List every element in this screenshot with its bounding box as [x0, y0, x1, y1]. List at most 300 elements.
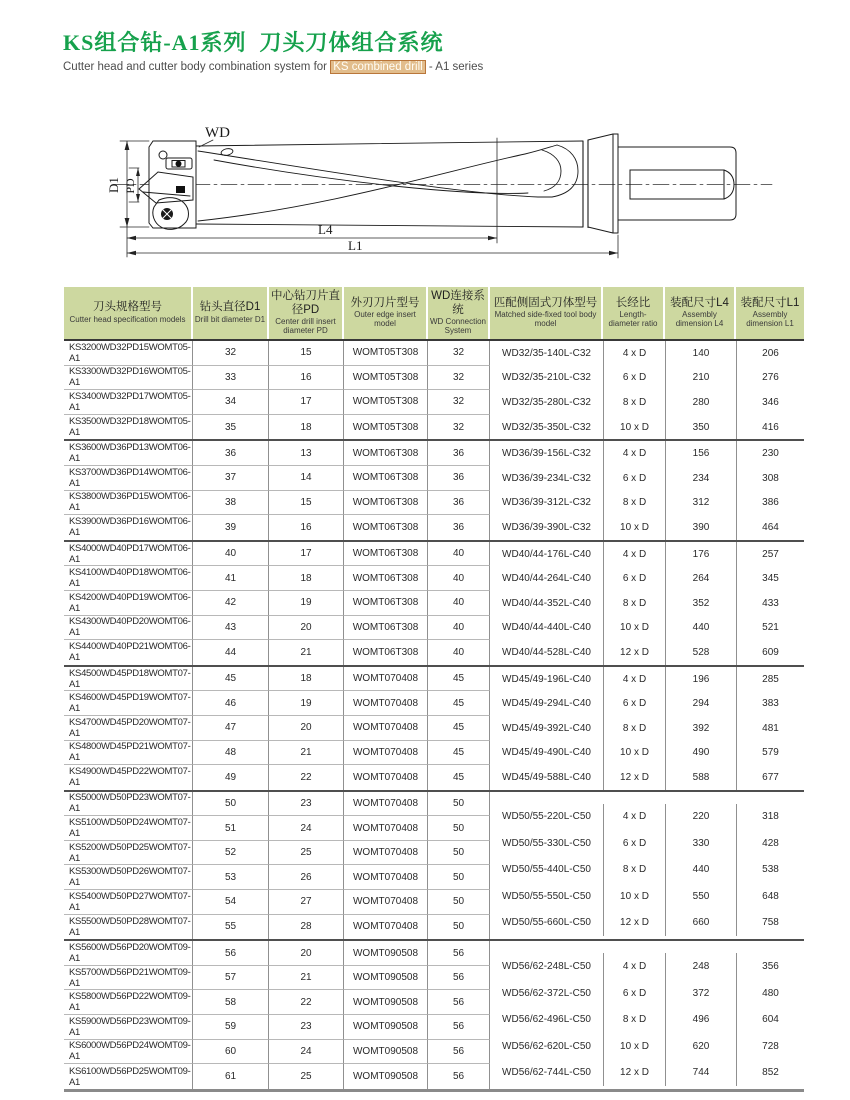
- wd-cell: 40: [428, 616, 490, 641]
- label-d1: D1: [106, 177, 121, 193]
- insert-cell: WOMT070408: [344, 865, 428, 890]
- wd-cell: 45: [428, 667, 490, 692]
- ratio-cell: 10 x D: [603, 1033, 665, 1060]
- l1-cell: 230: [736, 441, 804, 466]
- l4-cell: 372: [665, 980, 736, 1007]
- pd-cell: 13: [269, 441, 344, 466]
- wd-cell: 32: [428, 415, 490, 440]
- body-model-cell: WD36/39-234L-C32: [502, 472, 591, 484]
- model-cell: KS4700WD45PD20WOMT07-A1: [64, 716, 193, 741]
- insert-cell: WOMT090508: [344, 990, 428, 1015]
- model-cell: KS5500WD50PD28WOMT07-A1: [64, 915, 193, 940]
- pd-cell: 26: [269, 865, 344, 890]
- l4-cell: 660: [665, 910, 736, 937]
- insert-cell: WOMT090508: [344, 941, 428, 966]
- l4-cell: 620: [665, 1033, 736, 1060]
- l1-cell: 480: [736, 980, 804, 1007]
- d1-cell: 37: [193, 466, 269, 491]
- l4-cell: 294: [665, 691, 736, 716]
- l1-cell: 276: [736, 366, 804, 391]
- d1-cell: 41: [193, 566, 269, 591]
- d1-cell: 56: [193, 941, 269, 966]
- ratio-cell: 8 x D: [603, 857, 665, 884]
- l1-cell: 433: [736, 591, 804, 616]
- wd-cell: 40: [428, 640, 490, 665]
- l1-cell: 356: [736, 953, 804, 980]
- body-model-cell: WD40/44-528L-C40: [502, 646, 591, 658]
- l1-cell: 416: [736, 415, 804, 440]
- pd-cell: 18: [269, 566, 344, 591]
- l1-cell: 206: [736, 341, 804, 366]
- insert-cell: WOMT070408: [344, 816, 428, 841]
- column-header-cn: WD连接系统: [431, 290, 485, 316]
- ratio-cell: 8 x D: [603, 716, 665, 741]
- model-cell: KS4800WD45PD21WOMT07-A1: [64, 741, 193, 766]
- l4-cell: 744: [665, 1059, 736, 1086]
- l4-cell: 496: [665, 1006, 736, 1033]
- ratio-cell: 8 x D: [603, 491, 665, 516]
- insert-cell: WOMT070408: [344, 741, 428, 766]
- ratio-cell: 8 x D: [603, 1006, 665, 1033]
- body-model-cell: WD32/35-140L-C32: [502, 347, 591, 359]
- pd-cell: 22: [269, 765, 344, 790]
- pd-cell: 16: [269, 366, 344, 391]
- wd-cell: 50: [428, 890, 490, 915]
- d1-cell: 36: [193, 441, 269, 466]
- pd-cell: 21: [269, 741, 344, 766]
- column-header-en: Assembly dimension L4: [675, 310, 724, 329]
- wd-cell: 50: [428, 816, 490, 841]
- body-model-cell: WD45/49-588L-C40: [502, 771, 591, 783]
- insert-cell: WOMT070408: [344, 691, 428, 716]
- label-l1: L1: [348, 238, 363, 253]
- l1-cell: 464: [736, 515, 804, 540]
- wd-cell: 56: [428, 990, 490, 1015]
- wd-cell: 45: [428, 765, 490, 790]
- d1-cell: 39: [193, 515, 269, 540]
- pd-cell: 18: [269, 415, 344, 440]
- wd-cell: 36: [428, 441, 490, 466]
- body-model-cell: WD56/62-372L-C50: [502, 987, 591, 999]
- insert-cell: WOMT070408: [344, 915, 428, 940]
- l1-cell: 345: [736, 566, 804, 591]
- model-cell: KS4400WD40PD21WOMT06-A1: [64, 640, 193, 665]
- pd-cell: 16: [269, 515, 344, 540]
- d1-cell: 46: [193, 691, 269, 716]
- pd-cell: 25: [269, 841, 344, 866]
- right-columns: [490, 667, 804, 790]
- spec-table: [64, 287, 804, 1092]
- model-cell: KS6000WD56PD24WOMT09-A1: [64, 1040, 193, 1065]
- l4-cell: 330: [665, 830, 736, 857]
- title-block: [63, 26, 483, 73]
- column-header-en: Cutter head specification models: [69, 314, 186, 324]
- model-cell: KS3600WD36PD13WOMT06-A1: [64, 441, 193, 466]
- d1-cell: 47: [193, 716, 269, 741]
- body-model-cell: WD36/39-156L-C32: [502, 448, 591, 460]
- wd-cell: 36: [428, 491, 490, 516]
- left-columns: [64, 792, 490, 940]
- insert-cell: WOMT05T308: [344, 415, 428, 440]
- body-model-cell: WD56/62-496L-C50: [502, 1014, 591, 1026]
- l1-cell: 383: [736, 691, 804, 716]
- spec-group: [64, 341, 804, 441]
- model-cell: KS5200WD50PD25WOMT07-A1: [64, 841, 193, 866]
- ratio-cell: 4 x D: [603, 542, 665, 567]
- model-cell: KS6100WD56PD25WOMT09-A1: [64, 1064, 193, 1089]
- subtitle-highlight: KS combined drill: [330, 60, 425, 74]
- model-cell: KS5700WD56PD21WOMT09-A1: [64, 966, 193, 991]
- body-model-cell: WD32/35-210L-C32: [502, 372, 591, 384]
- l4-cell: 390: [665, 515, 736, 540]
- body-model-cell: WD50/55-440L-C50: [502, 864, 591, 876]
- column-header-cn: 刀头规格型号: [93, 301, 162, 314]
- d1-cell: 57: [193, 966, 269, 991]
- ratio-cell: 10 x D: [603, 515, 665, 540]
- model-cell: KS4500WD45PD18WOMT07-A1: [64, 667, 193, 692]
- l1-cell: 386: [736, 491, 804, 516]
- wd-cell: 50: [428, 792, 490, 817]
- drill-drawing: [90, 100, 790, 278]
- l1-cell: 758: [736, 910, 804, 937]
- body-model-cell: WD50/55-660L-C50: [502, 917, 591, 929]
- column-header: [193, 287, 269, 339]
- body-model-cell: WD40/44-440L-C40: [502, 622, 591, 634]
- drill-collar: [588, 134, 618, 233]
- model-cell: KS5000WD50PD23WOMT07-A1: [64, 792, 193, 817]
- pd-cell: 23: [269, 792, 344, 817]
- pd-cell: 21: [269, 640, 344, 665]
- d1-cell: 35: [193, 415, 269, 440]
- column-header-en: Center drill insert diameter PD: [275, 316, 336, 335]
- ratio-cell: 4 x D: [603, 804, 665, 831]
- column-header-en: Outer edge insert model: [354, 310, 416, 329]
- d1-cell: 34: [193, 390, 269, 415]
- d1-cell: 32: [193, 341, 269, 366]
- model-cell: KS3700WD36PD14WOMT06-A1: [64, 466, 193, 491]
- insert-cell: WOMT090508: [344, 1015, 428, 1040]
- table-body: [64, 341, 804, 1092]
- wd-cell: 32: [428, 366, 490, 391]
- right-columns: [490, 441, 804, 539]
- wd-cell: 40: [428, 566, 490, 591]
- column-header-cn: 中心钻刀片直径PD: [271, 290, 340, 316]
- d1-cell: 42: [193, 591, 269, 616]
- column-header-en: Assembly dimension L1: [746, 310, 794, 329]
- pd-cell: 14: [269, 466, 344, 491]
- insert-cell: WOMT06T308: [344, 591, 428, 616]
- wd-cell: 50: [428, 915, 490, 940]
- model-cell: KS4000WD40PD17WOMT06-A1: [64, 542, 193, 567]
- insert-cell: WOMT070408: [344, 890, 428, 915]
- drill-head: [139, 141, 196, 229]
- subtitle-suffix: - A1 series: [425, 61, 484, 73]
- ratio-cell: 6 x D: [603, 980, 665, 1007]
- ratio-cell: 6 x D: [603, 830, 665, 857]
- model-cell: KS3800WD36PD15WOMT06-A1: [64, 491, 193, 516]
- wd-cell: 40: [428, 591, 490, 616]
- l1-cell: 609: [736, 640, 804, 665]
- spec-group: [64, 792, 804, 942]
- ratio-cell: 12 x D: [603, 765, 665, 790]
- d1-cell: 60: [193, 1040, 269, 1065]
- insert-cell: WOMT06T308: [344, 515, 428, 540]
- insert-cell: WOMT05T308: [344, 366, 428, 391]
- column-header-en: Matched side-fixed tool body model: [494, 310, 597, 329]
- insert-cell: WOMT06T308: [344, 491, 428, 516]
- pd-cell: 18: [269, 667, 344, 692]
- pd-cell: 20: [269, 716, 344, 741]
- body-model-cell: WD40/44-176L-C40: [502, 548, 591, 560]
- l1-cell: 481: [736, 716, 804, 741]
- ratio-cell: 6 x D: [603, 366, 665, 391]
- label-l4: L4: [318, 222, 333, 237]
- column-header: [344, 287, 428, 339]
- wd-cell: 50: [428, 841, 490, 866]
- l1-cell: 285: [736, 667, 804, 692]
- l1-cell: 521: [736, 616, 804, 641]
- ratio-cell: 6 x D: [603, 691, 665, 716]
- model-cell: KS4600WD45PD19WOMT07-A1: [64, 691, 193, 716]
- insert-cell: WOMT090508: [344, 1040, 428, 1065]
- l1-cell: 677: [736, 765, 804, 790]
- l4-cell: 490: [665, 741, 736, 766]
- d1-cell: 44: [193, 640, 269, 665]
- body-model-cell: WD56/62-620L-C50: [502, 1040, 591, 1052]
- l4-cell: 196: [665, 667, 736, 692]
- l4-cell: 440: [665, 616, 736, 641]
- l4-cell: 156: [665, 441, 736, 466]
- insert-cell: WOMT070408: [344, 765, 428, 790]
- insert-cell: WOMT06T308: [344, 542, 428, 567]
- ratio-cell: 12 x D: [603, 910, 665, 937]
- d1-cell: 38: [193, 491, 269, 516]
- l4-cell: 220: [665, 804, 736, 831]
- flute-line: [214, 160, 528, 193]
- l4-cell: 588: [665, 765, 736, 790]
- l4-cell: 264: [665, 566, 736, 591]
- wd-cell: 45: [428, 716, 490, 741]
- ratio-cell: 4 x D: [603, 441, 665, 466]
- pd-cell: 20: [269, 616, 344, 641]
- pd-cell: 20: [269, 941, 344, 966]
- d1-cell: 45: [193, 667, 269, 692]
- d1-cell: 54: [193, 890, 269, 915]
- column-header: [603, 287, 665, 339]
- model-cell: KS3900WD36PD16WOMT06-A1: [64, 515, 193, 540]
- wd-cell: 32: [428, 390, 490, 415]
- spec-group: [64, 667, 804, 792]
- pd-cell: 15: [269, 341, 344, 366]
- right-columns: [490, 804, 804, 937]
- pd-cell: 27: [269, 890, 344, 915]
- l4-cell: 210: [665, 366, 736, 391]
- left-columns: [64, 542, 490, 665]
- d1-cell: 51: [193, 816, 269, 841]
- insert-cell: WOMT06T308: [344, 566, 428, 591]
- d1-cell: 49: [193, 765, 269, 790]
- model-cell: KS5900WD56PD23WOMT09-A1: [64, 1015, 193, 1040]
- ratio-cell: 4 x D: [603, 667, 665, 692]
- body-model-cell: WD50/55-220L-C50: [502, 811, 591, 823]
- column-header: [490, 287, 603, 339]
- model-cell: KS4100WD40PD18WOMT06-A1: [64, 566, 193, 591]
- insert-cell: WOMT070408: [344, 667, 428, 692]
- wd-cell: 56: [428, 1040, 490, 1065]
- flute-runout: [552, 145, 578, 197]
- l1-cell: 538: [736, 857, 804, 884]
- body-model-cell: WD45/49-490L-C40: [502, 747, 591, 759]
- spec-group: [64, 542, 804, 667]
- model-cell: KS5600WD56PD20WOMT09-A1: [64, 941, 193, 966]
- ratio-cell: 4 x D: [603, 953, 665, 980]
- d1-cell: 55: [193, 915, 269, 940]
- table-header-row: [64, 287, 804, 341]
- l4-cell: 352: [665, 591, 736, 616]
- l4-cell: 528: [665, 640, 736, 665]
- pd-cell: 19: [269, 691, 344, 716]
- wd-cell: 56: [428, 966, 490, 991]
- pd-cell: 24: [269, 816, 344, 841]
- model-cell: KS4900WD45PD22WOMT07-A1: [64, 765, 193, 790]
- right-columns: [490, 953, 804, 1086]
- ratio-cell: 12 x D: [603, 1059, 665, 1086]
- page-title: KS组合钻-A1系列 刀头刀体组合系统: [63, 30, 444, 55]
- body-model-cell: WD45/49-294L-C40: [502, 698, 591, 710]
- wd-cell: 56: [428, 1015, 490, 1040]
- l1-cell: 318: [736, 804, 804, 831]
- column-header: [736, 287, 804, 339]
- l4-cell: 234: [665, 466, 736, 491]
- body-model-cell: WD36/39-312L-C32: [502, 497, 591, 509]
- insert-cell: WOMT06T308: [344, 441, 428, 466]
- model-cell: KS3400WD32PD17WOMT05-A1: [64, 390, 193, 415]
- insert-cell: WOMT06T308: [344, 616, 428, 641]
- insert-cell: WOMT05T308: [344, 390, 428, 415]
- right-columns: [490, 341, 804, 439]
- insert-cell: WOMT070408: [344, 716, 428, 741]
- column-header-en: WD Connection System: [429, 316, 487, 335]
- d1-cell: 61: [193, 1064, 269, 1089]
- ratio-cell: 10 x D: [603, 883, 665, 910]
- left-columns: [64, 341, 490, 439]
- insert-cell: WOMT070408: [344, 841, 428, 866]
- d1-cell: 50: [193, 792, 269, 817]
- pd-cell: 25: [269, 1064, 344, 1089]
- body-model-cell: WD32/35-350L-C32: [502, 421, 591, 433]
- body-model-cell: WD36/39-390L-C32: [502, 521, 591, 533]
- wd-cell: 40: [428, 542, 490, 567]
- body-model-cell: WD32/35-280L-C32: [502, 396, 591, 408]
- left-columns: [64, 441, 490, 539]
- column-header-cn: 装配尺寸L1: [740, 297, 800, 310]
- l1-cell: 308: [736, 466, 804, 491]
- wd-cell: 56: [428, 1064, 490, 1089]
- l4-cell: 176: [665, 542, 736, 567]
- l4-cell: 550: [665, 883, 736, 910]
- ratio-cell: 10 x D: [603, 415, 665, 440]
- l4-cell: 248: [665, 953, 736, 980]
- ratio-cell: 8 x D: [603, 591, 665, 616]
- column-header-cn: 匹配侧固式刀体型号: [493, 297, 598, 310]
- pd-cell: 17: [269, 542, 344, 567]
- model-cell: KS5300WD50PD26WOMT07-A1: [64, 865, 193, 890]
- pd-cell: 15: [269, 491, 344, 516]
- column-header-cn: 钻头直径D1: [199, 301, 261, 314]
- l1-cell: 428: [736, 830, 804, 857]
- ratio-cell: 8 x D: [603, 390, 665, 415]
- column-header: [665, 287, 736, 339]
- d1-cell: 52: [193, 841, 269, 866]
- body-model-cell: WD56/62-744L-C50: [502, 1067, 591, 1079]
- column-header-en: Length-diameter ratio: [608, 310, 658, 329]
- l1-cell: 346: [736, 390, 804, 415]
- model-cell: KS4300WD40PD20WOMT06-A1: [64, 616, 193, 641]
- spec-group: [64, 941, 804, 1092]
- wd-cell: 50: [428, 865, 490, 890]
- d1-cell: 43: [193, 616, 269, 641]
- left-columns: [64, 941, 490, 1089]
- model-cell: KS5400WD50PD27WOMT07-A1: [64, 890, 193, 915]
- body-model-cell: WD45/49-196L-C40: [502, 673, 591, 685]
- ratio-cell: 6 x D: [603, 466, 665, 491]
- wd-cell: 56: [428, 941, 490, 966]
- d1-cell: 59: [193, 1015, 269, 1040]
- ratio-cell: 12 x D: [603, 640, 665, 665]
- column-header-cn: 装配尺寸L4: [670, 297, 729, 310]
- model-cell: KS3200WD32PD15WOMT05-A1: [64, 341, 193, 366]
- l1-cell: 728: [736, 1033, 804, 1060]
- d1-cell: 53: [193, 865, 269, 890]
- l4-cell: 350: [665, 415, 736, 440]
- model-cell: KS5800WD56PD22WOMT09-A1: [64, 990, 193, 1015]
- ratio-cell: 4 x D: [603, 341, 665, 366]
- model-cell: KS3300WD32PD16WOMT05-A1: [64, 366, 193, 391]
- body-model-cell: WD50/55-330L-C50: [502, 837, 591, 849]
- body-model-cell: WD45/49-392L-C40: [502, 722, 591, 734]
- ratio-cell: 10 x D: [603, 616, 665, 641]
- body-model-cell: WD50/55-550L-C50: [502, 890, 591, 902]
- insert-cell: WOMT06T308: [344, 640, 428, 665]
- column-header: [64, 287, 193, 339]
- d1-cell: 33: [193, 366, 269, 391]
- pd-cell: 23: [269, 1015, 344, 1040]
- column-header-en: Drill bit diameter D1: [194, 314, 266, 324]
- wd-cell: 36: [428, 515, 490, 540]
- insert-cell: WOMT070408: [344, 792, 428, 817]
- wd-cell: 32: [428, 341, 490, 366]
- wd-cell: 45: [428, 691, 490, 716]
- body-model-cell: WD56/62-248L-C50: [502, 961, 591, 972]
- right-columns: [490, 542, 804, 665]
- label-wd: WD: [205, 125, 230, 141]
- l4-cell: 440: [665, 857, 736, 884]
- page-subtitle: [63, 61, 483, 73]
- left-columns: [64, 667, 490, 790]
- l1-cell: 579: [736, 741, 804, 766]
- pd-cell: 28: [269, 915, 344, 940]
- wd-cell: 45: [428, 741, 490, 766]
- column-header-cn: 长经比: [615, 297, 651, 310]
- model-cell: KS4200WD40PD19WOMT06-A1: [64, 591, 193, 616]
- l1-cell: 257: [736, 542, 804, 567]
- insert-cell: WOMT05T308: [344, 341, 428, 366]
- l1-cell: 604: [736, 1006, 804, 1033]
- model-cell: KS5100WD50PD24WOMT07-A1: [64, 816, 193, 841]
- l4-cell: 312: [665, 491, 736, 516]
- spec-group: [64, 441, 804, 541]
- ratio-cell: 6 x D: [603, 566, 665, 591]
